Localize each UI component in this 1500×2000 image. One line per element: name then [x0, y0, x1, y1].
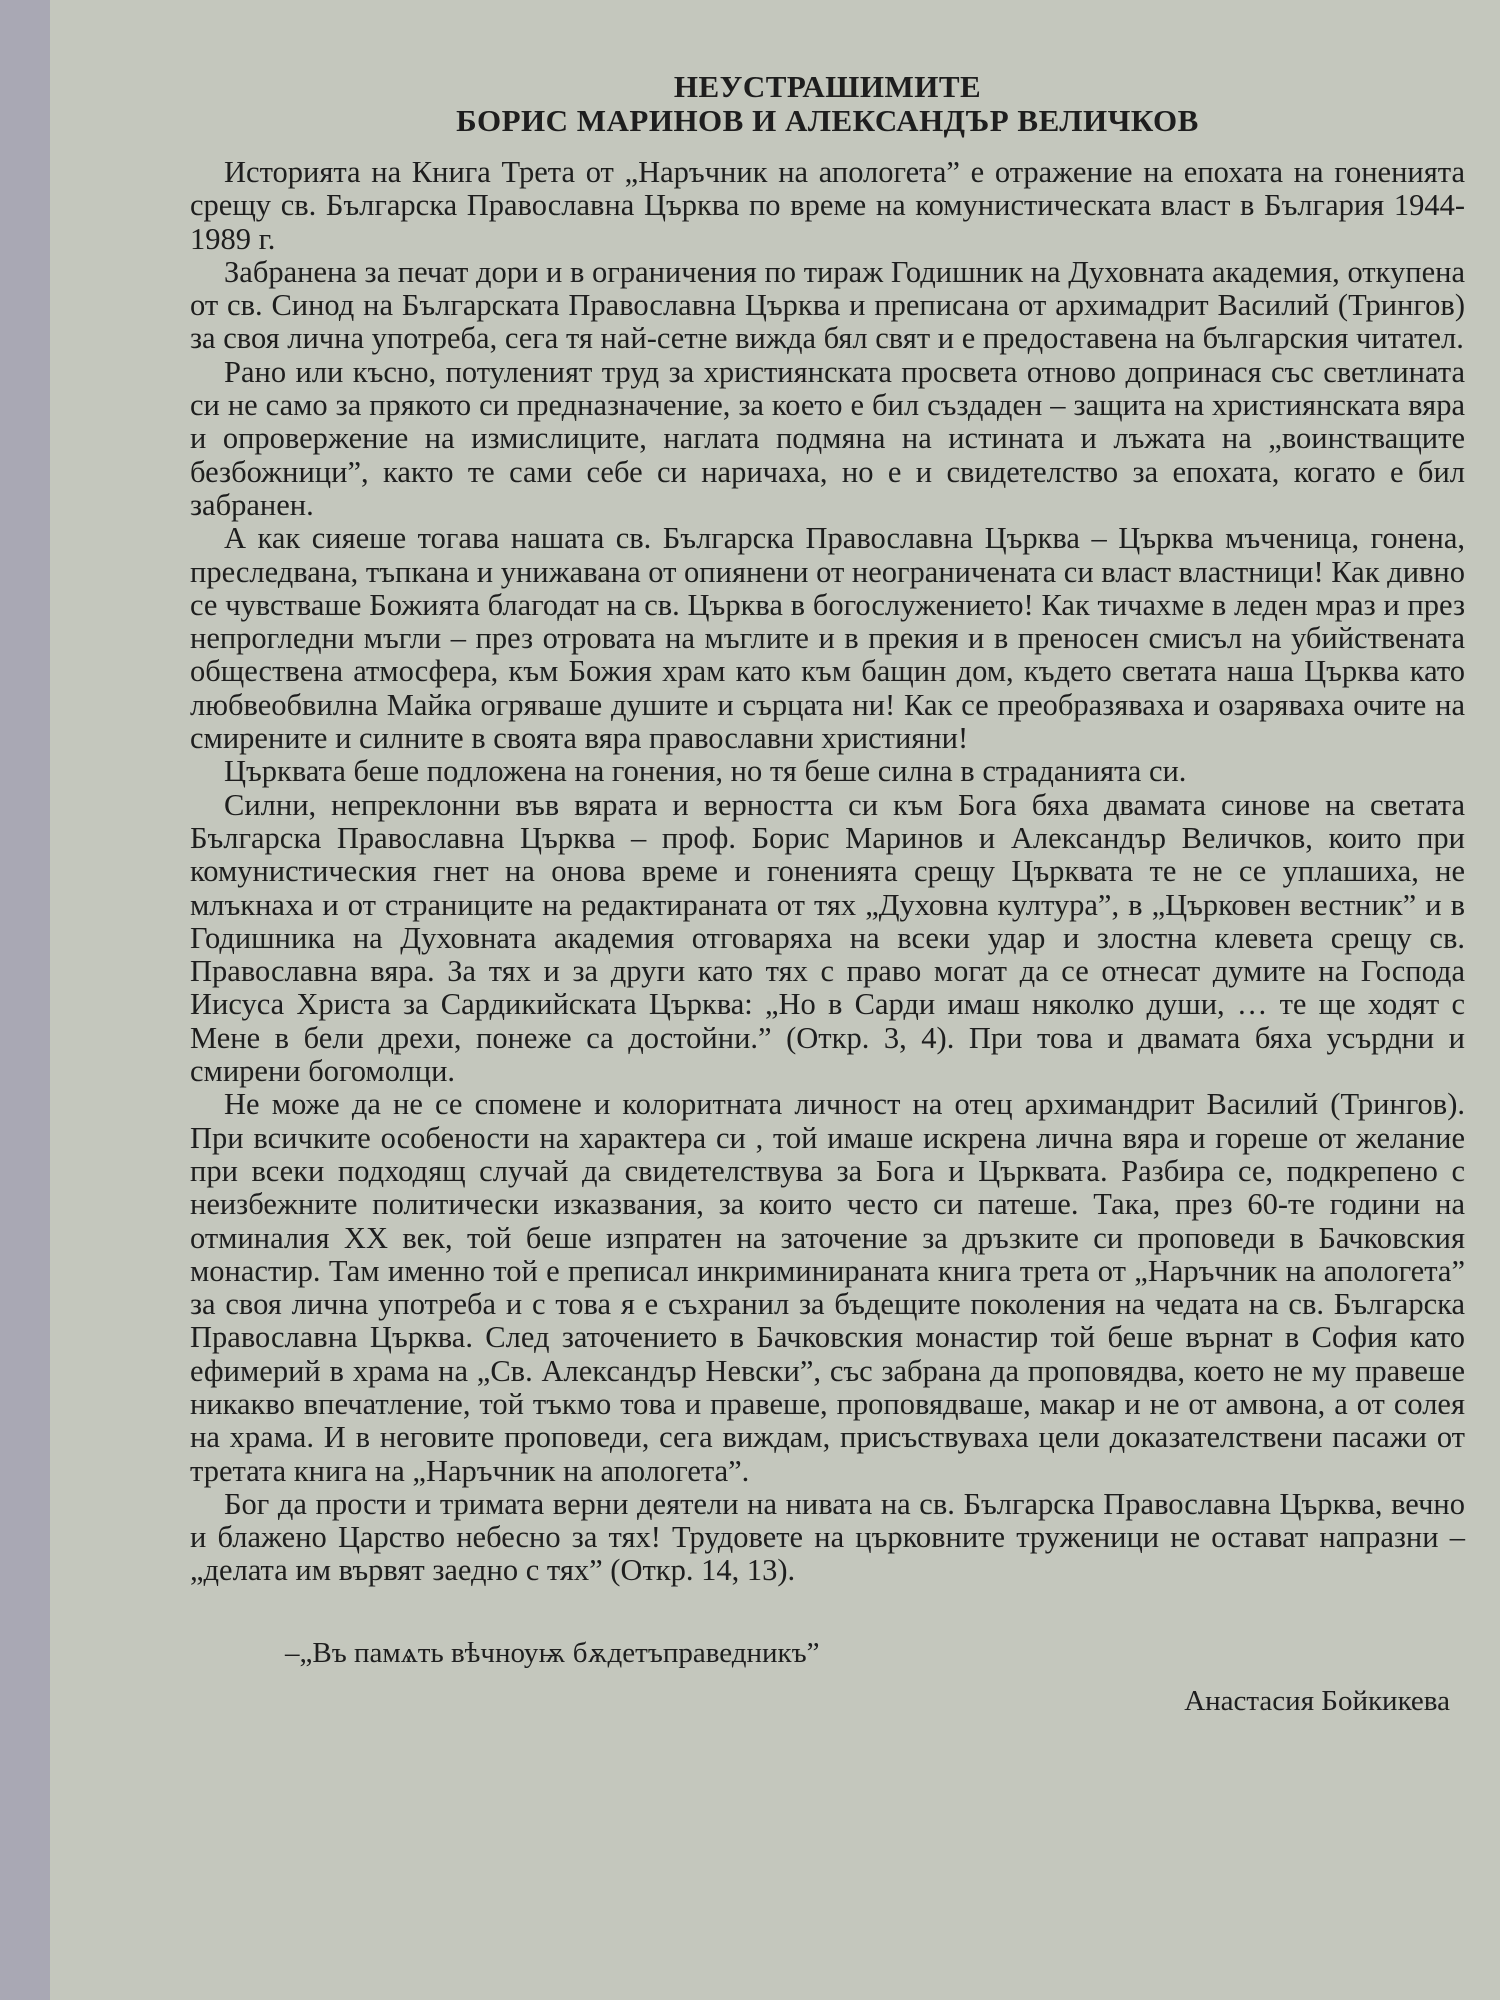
- paragraph-1: Историята на Книга Трета от „Наръчник на апологета” е отражение на епохата на гоненията срещу св. Българска Православна Църква по време на комунистическата власт в България 1944-1989 г.: [190, 155, 1465, 256]
- title-line-1: НЕУСТРАШИМИТЕ: [673, 69, 982, 104]
- title-line-2: БОРИС МАРИНОВ И АЛЕКСАНДЪР ВЕЛИЧКОВ: [456, 103, 1199, 138]
- paragraph-8: Бог да прости и тримата верни деятели на нивата на св. Българска Православна Църква, вечно и блажено Царство небесно за тях! Трудовете на църковните труженици не остават напразни – „делата им вървят заедно с тях” (Откр. 14, 13).: [190, 1486, 1465, 1588]
- paragraph-6: Силни, непреклонни във вярата и верността си към Бога бяха двамата синове на светата Българска Православна Църква – проф. Борис Маринов и Александър Величков, които при комунистическия гнет на онова време и гоненията срещу Църквата те не се уплашиха, не млъкнаха и от страниците на редактираната от тях „Духовна култура”, в „Църковен вестник” и в Годишника на Духовната академия отговаряха на всеки удар и злостна клевета срещу св. Православна вяра. За тях и за други като тях с право могат да се отнесат думите на Господа Иисуса Христа за Сардикийската Църква: „Но в Сарди имаш няколко души, … те ще ходят с Мене в бели дрехи, понеже са достойни.” (Откр. 3, 4). При това и двамата бяха усърдни и смирени богомолци.: [190, 787, 1465, 1089]
- article: [190, 70, 1465, 1718]
- epigraph: –„Въ памѧть вѣчноуѭ бѫдетъправедникъ”: [285, 1636, 820, 1669]
- paragraph-4: А как сияеше тогава нашата св. Българска Православна Църква – Църква мъченица, гонена, преследвана, тъпкана и унижавана от опиянени от неограничената си власт властници! Как дивно се чувстваше Божията благодат на св. Църква в богослужението! Как тичахме в леден мраз и през непрогледни мъгли – през отровата на мъглите и в прекия и в преносен смисъл на убийствената обществена атмосфера, към Божия храм като към бащин дом, където светата наша Църква като любвеобвилна Майка огряваше душите и сърцата ни! Как се преобразяваха и озаряваха очите на смирените и силните в своята вяра православни християни!: [190, 521, 1465, 756]
- page-edge: [0, 0, 50, 2000]
- article-title: [190, 70, 1465, 138]
- paragraph-3: Рано или късно, потуленият труд за християнската просвета отново допринася със светлината си не само за прякото си предназначение, за което е бил създаден – защита на християнската вяра и опровержение на измислиците, наглата подмяна на истината и лъжата на „воинстващите безбожници”, както те сами себе си наричаха, но е и свидетелство за епохата, когато е бил забранен.: [190, 354, 1465, 522]
- paragraph-7: Не може да не се спомене и колоритната личност на отец архимандрит Василий (Трингов). При всичките особености на характера си , той имаше искрена лична вяра и гореше от желание при всеки подходящ случай да свидетелствува за Бога и Църквата. Разбира се, подкрепено с неизбежните политически изказвания, за които често си патеше. Така, през 60-те години на отминалия XX век, той беше изпратен на заточение за дръзките си проповеди в Бачковския монастир. Там именно той е преписал инкриминираната книга трета от „Наръчник на апологета” за своя лична употреба и с това я е съхранил за бъдещите поколения на чедата на св. Българска Православна Църква. След заточението в Бачковския монастир той беше върнат в София като ефимерий в храма на „Св. Александър Невски”, със забрана да проповядва, което не му правеше никакво впечатление, той тъкмо това и правеше, проповядваше, макар и не от амвона, а от солея на храма. И в неговите проповеди, сега виждам, присъствуваха цели доказателствени пасажи от третата книга на „Наръчник на апологета”.: [190, 1087, 1465, 1488]
- paragraph-2: Забранена за печат дори и в ограничения по тираж Годишник на Духовната академия, откупена от св. Синод на Българската Православна Църква и преписана от архимадрит Василий (Трингов) за своя лична употреба, сега тя най-сетне вижда бял свят и е предоставена на българския читател.: [190, 254, 1465, 356]
- paragraph-5: Църквата беше подложена на гонения, но тя беше силна в страданията си.: [224, 754, 1187, 789]
- document-page: [50, 0, 1500, 2000]
- author-signature: Анастасия Бойкикева: [1184, 1684, 1450, 1717]
